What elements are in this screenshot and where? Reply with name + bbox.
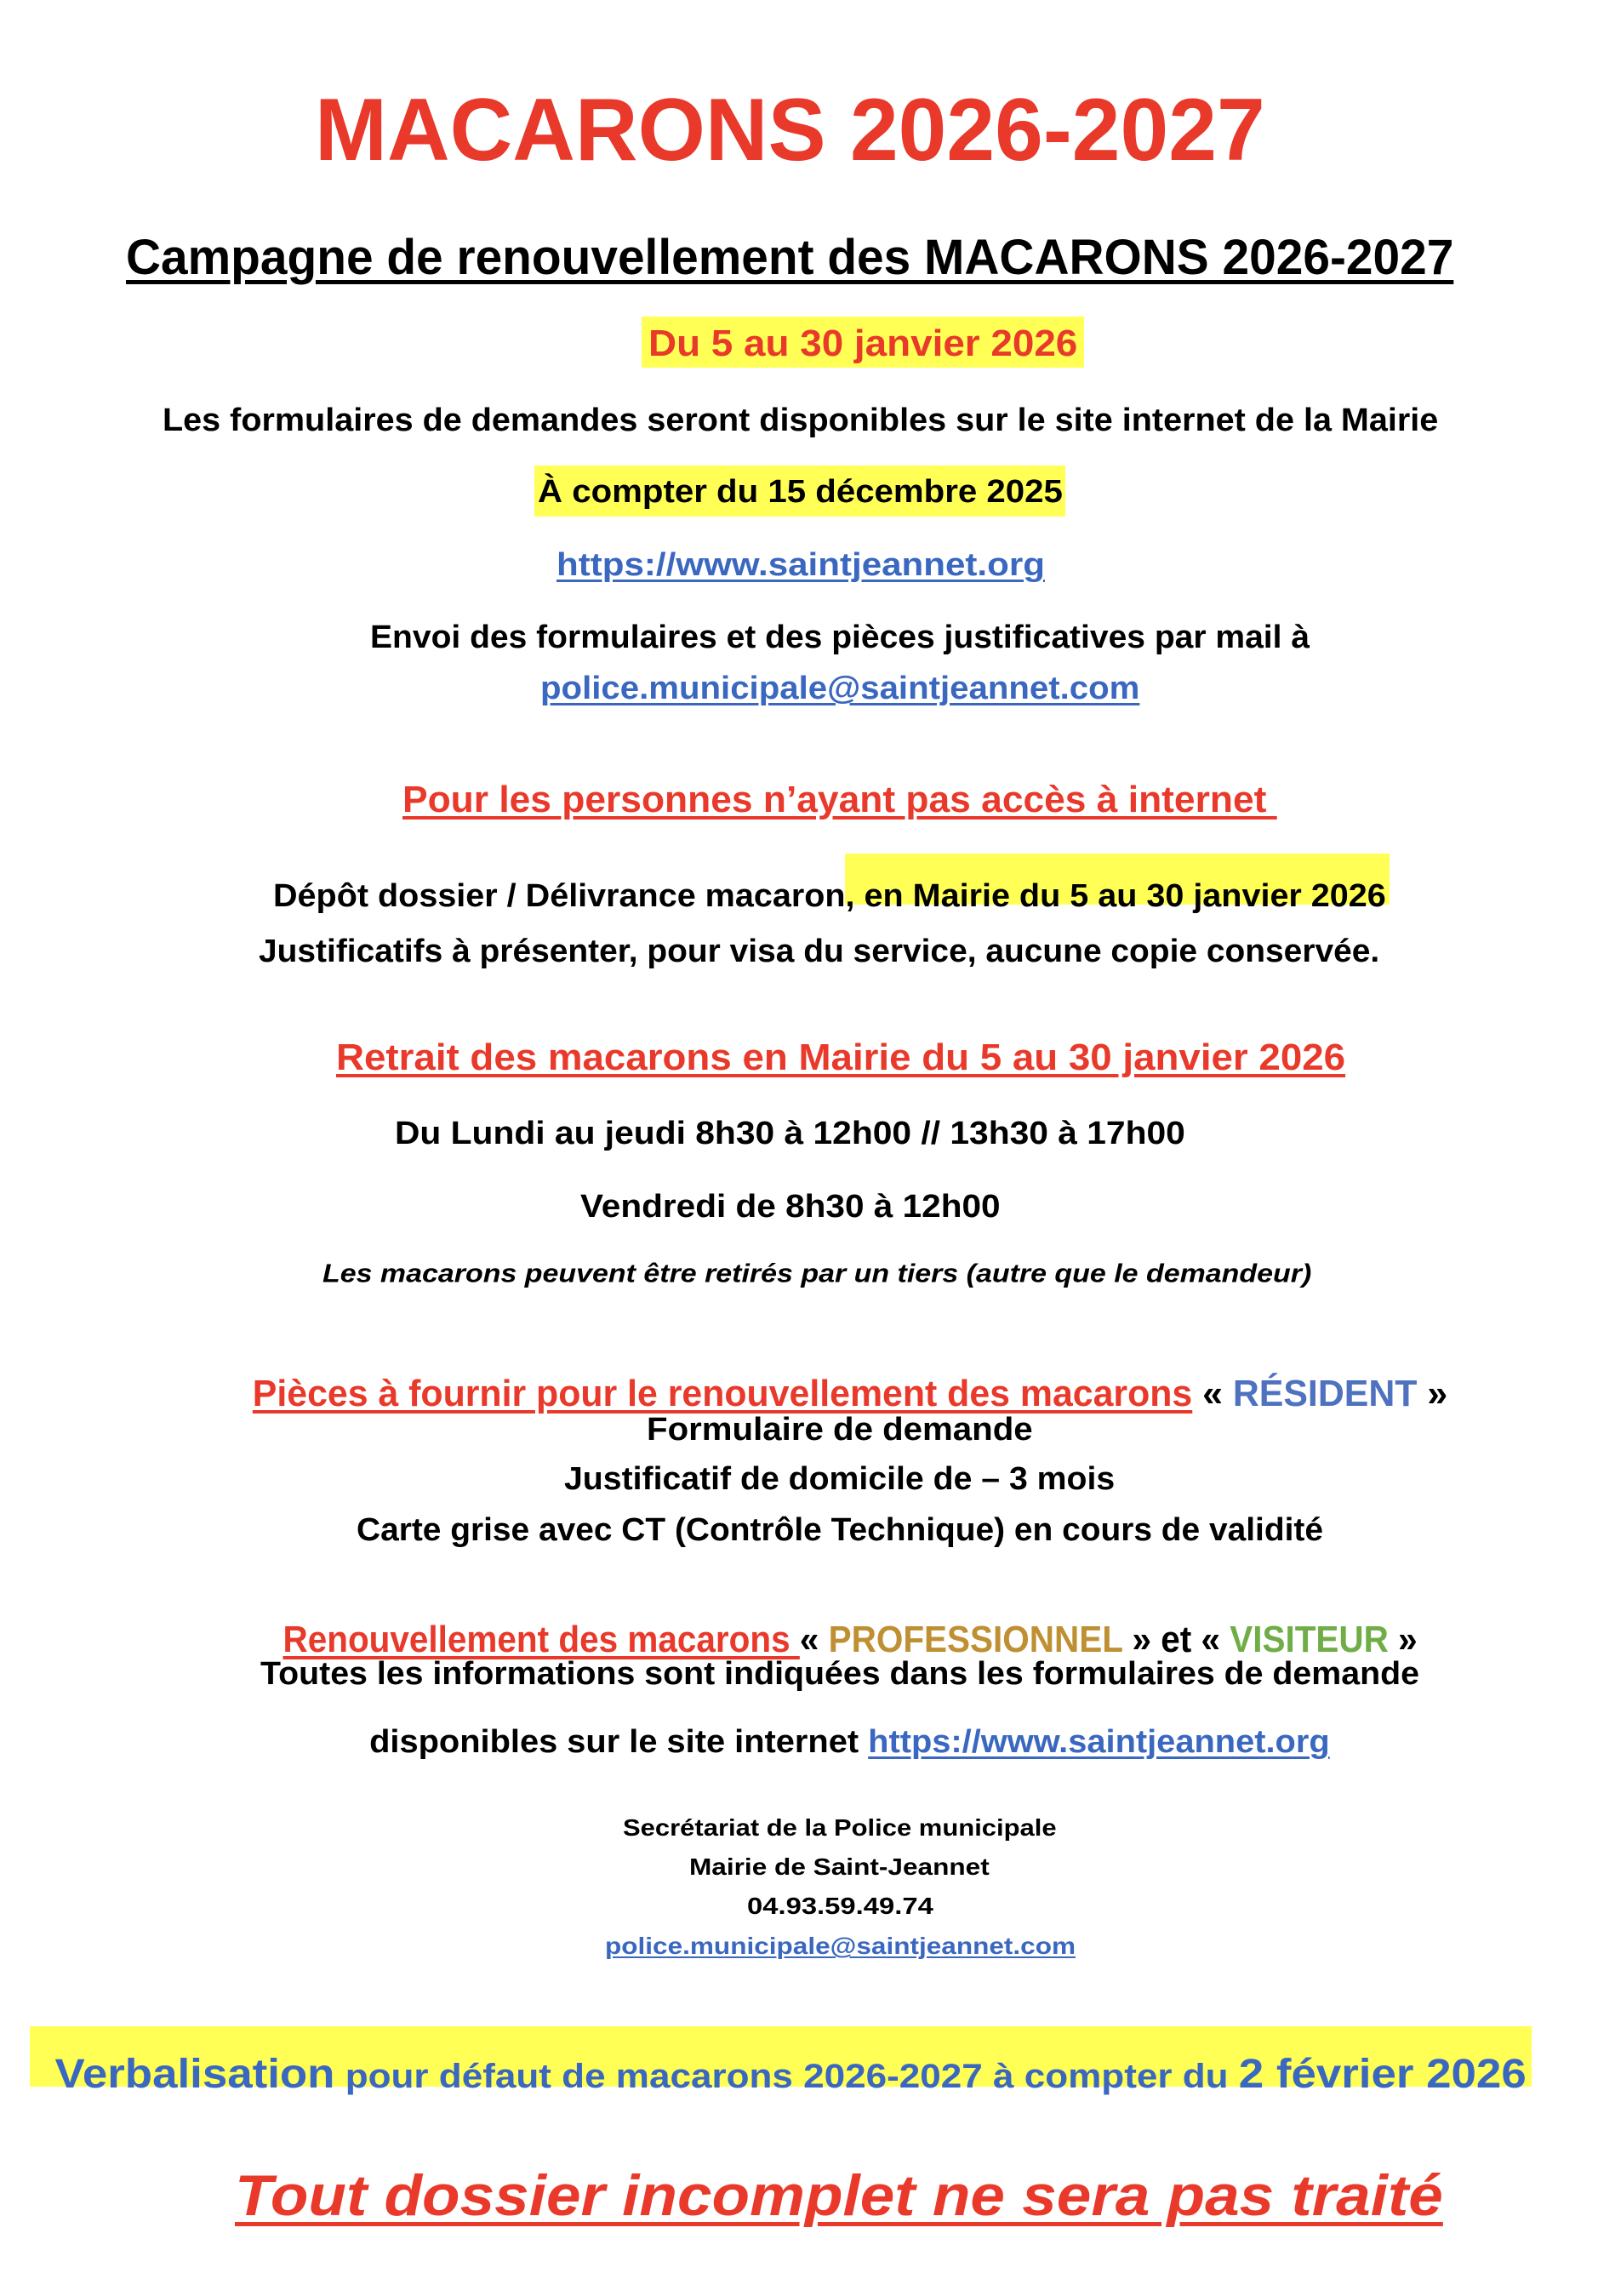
enforcement-line — [34, 2020, 1527, 2095]
enforcement-word: Verbalisation — [54, 2052, 335, 2097]
third-party-note: Les macarons peuvent être retirés par un tiers (autre que le demandeur) — [322, 1258, 1312, 1288]
pickup-heading: Retrait des macarons en Mairie du 5 au 30 janvier 2026 — [336, 1037, 1346, 1078]
forms-notice: Les formulaires de demandes seront disponibles sur le site internet de la Mairie — [163, 403, 1439, 438]
no-internet-heading: Pour les personnes n’ayant pas accès à internet — [402, 779, 1277, 820]
contact-phone: 04.93.59.49.74 — [747, 1893, 933, 1919]
visiteur-type: VISITEUR — [1230, 1619, 1389, 1660]
deposit-line — [254, 848, 1386, 912]
contact-department: Secrétariat de la Police municipale — [623, 1814, 1057, 1841]
quote-close: » — [1417, 1373, 1448, 1414]
resident-heading: Pièces à fournir pour le renouvellement des macarons — [252, 1373, 1193, 1414]
resident-item: Formulaire de demande — [647, 1412, 1033, 1448]
professionnel-type: PROFESSIONNEL — [828, 1619, 1123, 1660]
hours-weekdays: Du Lundi au jeudi 8h30 à 12h00 // 13h30 à 17h00 — [395, 1116, 1185, 1151]
resident-item: Carte grise avec CT (Contrôle Technique) en cours de validité — [357, 1512, 1323, 1548]
contact-email-link[interactable]: police.municipale@saintjeannet.com — [605, 1933, 1076, 1959]
pro-visitor-heading-line — [264, 1584, 1418, 1659]
website-link[interactable]: https://www.saintjeannet.org — [556, 547, 1045, 583]
pro-visitor-site-line — [351, 1693, 1330, 1758]
send-by-mail-text: Envoi des formulaires et des pièces justificatives par mail à — [370, 620, 1310, 655]
forms-from-date: À compter du 15 décembre 2025 — [538, 474, 1063, 510]
deposit-dates: en Mairie du 5 au 30 janvier 2026 — [864, 878, 1386, 914]
enforcement-date: 2 février 2026 — [1238, 2052, 1527, 2097]
resident-item: Justificatif de domicile de – 3 mois — [564, 1461, 1116, 1497]
quote-close: » — [1388, 1619, 1418, 1660]
resident-heading-line — [232, 1338, 1447, 1413]
campaign-subtitle: Campagne de renouvellement des MACARONS 2026-2027 — [126, 230, 1454, 285]
pro-visitor-info: Toutes les informations sont indiquées dans les formulaires de demande — [260, 1656, 1419, 1692]
deposit-prefix: Dépôt dossier / Délivrance macaron, — [272, 878, 865, 914]
enforcement-middle: pour défaut de macarons 2026-2027 à compter du — [334, 2058, 1239, 2095]
site-prefix: disponibles sur le site internet — [369, 1724, 869, 1760]
hours-friday: Vendredi de 8h30 à 12h00 — [580, 1189, 1001, 1225]
quote-open: « — [1192, 1373, 1233, 1414]
resident-type: RÉSIDENT — [1232, 1373, 1418, 1414]
campaign-dates: Du 5 au 30 janvier 2026 — [648, 323, 1078, 364]
quote-open: « — [799, 1619, 829, 1660]
page-title: MACARONS 2026-2027 — [315, 81, 1265, 180]
website-link[interactable]: https://www.saintjeannet.org — [868, 1724, 1330, 1760]
incomplete-file-warning: Tout dossier incomplet ne sera pas traité — [235, 2163, 1443, 2228]
pro-visitor-heading: Renouvellement des macarons — [283, 1619, 800, 1660]
email-link[interactable]: police.municipale@saintjeannet.com — [540, 671, 1140, 706]
quote-middle: » et « — [1122, 1619, 1230, 1660]
justification-note: Justificatifs à présenter, pour visa du service, aucune copie conservée. — [259, 934, 1380, 969]
contact-town-hall: Mairie de Saint-Jeannet — [689, 1853, 990, 1880]
